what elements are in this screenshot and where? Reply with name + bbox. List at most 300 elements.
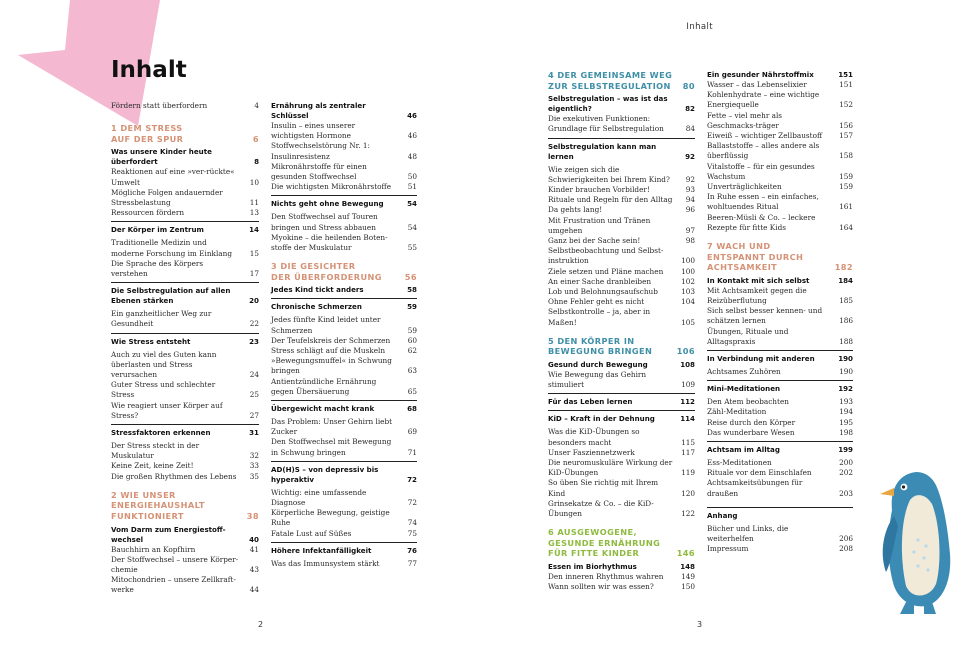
toc-entry-title: Das wunderbare Wesen [707, 427, 795, 437]
toc-entry-page: 11 [249, 198, 259, 207]
toc-entry-title: Unser Fasziennetzwerk [548, 447, 635, 457]
section-heading [707, 507, 853, 521]
toc-entry-title: Wichtig: eine umfassende Diagnose [271, 487, 367, 508]
toc-entry-title: Das Problem: Unser Gehirn liebt Zucker [271, 417, 393, 437]
toc-entry-title: Die exekutiven Funktionen: Grundlage für Selbstregulation [548, 114, 664, 134]
toc-entry-title: Wie zeigen sich die Schwierigkeiten bei Ihrem Kind? [548, 164, 670, 184]
section-heading [111, 221, 259, 235]
toc-entry-title: Mit Achtsamkeit gegen die Reizüberflutung [707, 285, 807, 306]
toc-entry-title: Wie reagiert unser Körper auf Stress? [111, 400, 223, 420]
chapter-heading [111, 490, 259, 522]
section-heading-page: 192 [838, 384, 853, 394]
toc-entry-title: Ein ganzheitlicher Weg zur Gesundheit [111, 309, 212, 329]
toc-entry-title: Der Stoffwechsel – unsere Körper-chemie [111, 554, 239, 575]
toc-entry-title: Der Stress steckt in der Muskulatur [111, 441, 200, 461]
section-heading-title: Nichts geht ohne Bewegung [271, 199, 384, 209]
toc-entry-title: Wie Bewegung das Gehirn stimuliert [548, 370, 647, 390]
toc-entry [271, 315, 417, 335]
toc-entry-title: Bauchhirn an Kopfhirn [111, 544, 196, 554]
section-heading-page: 82 [685, 104, 695, 114]
toc-entry-title: Mit Frustration und Tränen umgehen [548, 215, 651, 235]
toc-entry [111, 575, 259, 595]
toc-entry-title: Insulin – eines unserer wichtigsten Hormone [271, 121, 356, 141]
toc-entry-page: 149 [681, 572, 695, 582]
section-heading [548, 138, 695, 162]
penguin-foot-left [900, 602, 914, 614]
toc-entry [548, 205, 695, 215]
toc-entry-page: 51 [407, 182, 417, 192]
toc-entry-title: Myokine – die heilenden Boten-stoffe der Muskulatur [271, 232, 388, 253]
toc-entry [707, 141, 853, 161]
page-number-left: 2 [258, 620, 264, 629]
toc-entry-page: 74 [407, 518, 417, 528]
toc-entry-title: Fette – viel mehr als Geschmacks-träger [707, 110, 783, 130]
toc-entry-title: Ohne Fehler geht es nicht [548, 297, 645, 307]
toc-entry [548, 499, 695, 519]
toc-entry-title: Was das Immunsystem stärkt [271, 558, 380, 568]
section-heading-title: Höhere Infektanfälligkeit [271, 545, 372, 555]
section-heading [271, 542, 417, 556]
toc-entry [271, 529, 417, 539]
toc-entry-title: Guter Stress und schlechter Stress [111, 380, 216, 400]
toc-entry-page: 75 [407, 528, 417, 538]
section-heading-title: In Kontakt mit sich selbst [707, 275, 810, 285]
toc-entry-page: 27 [249, 410, 259, 420]
toc-entry-title: Achtsames Zuhören [707, 367, 781, 377]
toc-entry-page: 48 [407, 151, 417, 161]
toc-entry [707, 327, 853, 347]
toc-entry-title: So üben Sie richtig mit Ihrem Kind [548, 478, 659, 498]
toc-entry-page: 33 [249, 461, 259, 471]
toc-entry-title: Mitochondrien – unsere Zellkraft-werke [111, 575, 236, 595]
toc-entry-page: 198 [839, 427, 853, 437]
section-heading [271, 195, 417, 209]
section-heading-page: 8 [254, 157, 259, 167]
toc-entry-page: 105 [681, 317, 695, 327]
section-heading [548, 360, 695, 370]
section-heading-title: Chronische Schmerzen [271, 302, 362, 312]
toc-entry-page: 208 [839, 544, 853, 554]
chapter-heading [548, 527, 695, 559]
toc-entry-page: 100 [681, 256, 695, 266]
toc-entry-title: Was die KiD-Übungen so besonders macht [548, 427, 640, 447]
section-heading-title: Für das Leben lernen [548, 397, 633, 407]
section-heading [111, 147, 259, 167]
chapter-heading-page: 6 [252, 133, 259, 144]
toc-entry [707, 468, 853, 478]
chapter-heading-title: 5 DEN KÖRPER IN BEWEGUNG BRINGEN [548, 335, 653, 357]
toc-entry-page: 69 [407, 427, 417, 437]
toc-entry-page: 159 [839, 171, 853, 181]
toc-entry [707, 80, 853, 90]
toc-entry-title: Mögliche Folgen andauernder Stressbelastung [111, 187, 223, 207]
section-heading-title: Gesund durch Bewegung [548, 360, 648, 370]
toc-entry [548, 277, 695, 287]
toc-entry [548, 236, 695, 246]
toc-entry-page: 115 [681, 437, 695, 447]
section-heading-title: Selbstregulation kann man lernen [548, 141, 657, 161]
toc-entry [548, 297, 695, 307]
toc-entry-title: Fatale Lust auf Süßes [271, 528, 352, 538]
toc-entry [111, 101, 259, 111]
toc-column-4 [707, 70, 853, 554]
toc-entry [271, 182, 417, 192]
toc-entry-title: Da gehts lang! [548, 205, 603, 215]
toc-entry [271, 356, 417, 376]
section-heading [271, 298, 417, 312]
toc-entry [707, 286, 853, 306]
section-heading-page: 112 [680, 397, 695, 407]
toc-entry-page: 72 [407, 498, 417, 508]
section-heading-page: 68 [407, 404, 417, 414]
toc-entry-title: Der Teufelskreis der Schmerzen [271, 335, 391, 345]
section-heading [271, 400, 417, 414]
section-heading-page: 190 [838, 354, 853, 364]
toc-entry-page: 161 [839, 202, 853, 212]
section-heading-page: 92 [685, 151, 695, 161]
chapter-heading-title: 6 AUSGEWOGENE, GESUNDE ERNÄHRUNG FÜR FITTE KINDER [548, 527, 661, 559]
toc-entry-title: Die Sprache des Körpers verstehen [111, 258, 204, 279]
toc-entry-title: Ziele setzen und Pläne machen [548, 266, 664, 276]
chapter-heading [548, 336, 695, 357]
toc-entry-title: Jedes fünfte Kind leidet unter Schmerzen [271, 315, 381, 335]
section-heading [548, 562, 695, 572]
page-title: Inhalt [111, 57, 187, 83]
toc-entry-title: Ressourcen fördern [111, 208, 185, 218]
toc-entry-title: Stoffwechselstörung Nr. 1: Insulinresistenz [271, 141, 371, 161]
toc-entry-title: Die wichtigsten Mikronährstoffe [271, 182, 392, 192]
toc-entry-title: Auch zu viel des Guten kann überlasten und Stress verursachen [111, 349, 217, 380]
section-heading-page: 199 [838, 445, 853, 455]
toc-entry-page: 44 [249, 585, 259, 595]
toc-entry-page: 202 [839, 468, 853, 478]
penguin-pupil [902, 485, 905, 488]
section-heading-page: 151 [838, 70, 853, 79]
section-heading-page: 31 [249, 428, 259, 438]
toc-entry [111, 380, 259, 400]
toc-entry-page: 193 [839, 397, 853, 407]
toc-entry [707, 111, 853, 131]
toc-entry-page: 17 [249, 269, 259, 279]
toc-entry [271, 233, 417, 253]
toc-entry [707, 131, 853, 141]
toc-entry-title: Ballaststoffe – alles andere als überflüssig [707, 141, 820, 161]
chapter-heading-page: 182 [834, 262, 853, 273]
toc-entry [548, 287, 695, 297]
toc-entry-title: Keine Zeit, keine Zeit! [111, 461, 194, 471]
toc-entry-title: Reaktionen auf eine »ver-rückte« Umwelt [111, 167, 235, 187]
toc-entry-title: Bücher und Links, die weiterhelfen [707, 523, 789, 544]
toc-entry [707, 367, 853, 377]
section-heading-title: Stressfaktoren erkennen [111, 428, 211, 438]
toc-entry-page: 15 [249, 248, 259, 258]
toc-entry [548, 370, 695, 390]
section-heading-title: Essen im Biorhythmus [548, 562, 637, 572]
toc-entry-title: Die neuromuskuläre Wirkung der KiD-Übungen [548, 458, 673, 478]
toc-entry-title: Impressum [707, 544, 749, 554]
toc-entry-title: Zähl-Meditation [707, 407, 767, 417]
toc-entry [111, 401, 259, 421]
toc-entry-page: 62 [407, 346, 417, 356]
section-heading [548, 94, 695, 114]
section-heading-page: 148 [680, 562, 695, 572]
chapter-heading-page: 106 [676, 346, 695, 357]
penguin-beak [880, 488, 894, 496]
chapter-heading-title: 3 DIE GESICHTER DER ÜBERFORDERUNG [271, 261, 382, 282]
toc-entry-page: 109 [681, 380, 695, 390]
section-heading-title: Anhang [707, 510, 738, 520]
toc-entry-page: 185 [839, 296, 853, 306]
toc-entry [271, 162, 417, 182]
toc-entry-page: 4 [254, 101, 259, 110]
toc-entry [271, 437, 417, 457]
toc-entry-title: In Ruhe essen – ein einfaches, wohltuendes Ritual [707, 192, 819, 212]
chapter-heading-title: 7 WACH UND ENTSPANNT DURCH ACHTSAMKEIT [707, 241, 804, 273]
toc-entry-page: 35 [249, 471, 259, 481]
toc-entry [111, 472, 259, 482]
toc-entry-title: Übungen, Rituale und Alltagspraxis [707, 326, 789, 346]
toc-entry [271, 212, 417, 232]
section-heading-page: 72 [407, 474, 417, 484]
section-heading-title: Wie Stress entsteht [111, 336, 191, 346]
toc-entry-title: Wasser – das Lebenselixier [707, 80, 807, 89]
section-heading-title: Vom Darm zum Energiestoff-wechsel [111, 524, 226, 544]
section-heading-page: 58 [407, 285, 417, 295]
toc-entry-title: Körperliche Bewegung, geistige Ruhe [271, 508, 390, 528]
section-heading [271, 461, 417, 485]
section-heading-page: 54 [407, 199, 417, 209]
toc-entry-page: 13 [249, 208, 259, 218]
section-heading-page: 14 [249, 225, 259, 235]
section-heading [707, 350, 853, 364]
toc-entry-page: 150 [681, 582, 695, 592]
section-heading-title: KiD – Kraft in der Dehnung [548, 414, 655, 424]
toc-entry [548, 458, 695, 478]
chapter-heading [111, 123, 259, 144]
toc-entry [548, 165, 695, 185]
section-heading [707, 70, 853, 80]
toc-entry-page: 22 [249, 319, 259, 329]
toc-entry [707, 162, 853, 182]
page-number-right: 3 [697, 620, 703, 629]
toc-entry-title: Lob und Belohnungsaufschub [548, 287, 658, 297]
toc-entry-page: 65 [407, 386, 417, 396]
toc-entry-page: 32 [249, 451, 259, 461]
toc-entry [548, 246, 695, 266]
toc-entry [707, 90, 853, 110]
toc-entry [111, 208, 259, 218]
chapter-heading [271, 261, 417, 282]
chapter-heading [548, 70, 695, 91]
toc-entry [271, 508, 417, 528]
toc-entry [111, 167, 259, 187]
toc-entry-title: Fördern statt überfordern [111, 101, 208, 110]
toc-entry-page: 159 [839, 182, 853, 192]
toc-entry [707, 478, 853, 498]
toc-entry-page: 103 [681, 287, 695, 297]
toc-entry [111, 238, 259, 258]
toc-entry [548, 114, 695, 134]
section-heading [271, 101, 417, 121]
section-heading-title: Übergewicht macht krank [271, 404, 375, 414]
toc-entry-page: 94 [685, 195, 695, 205]
toc-entry-title: Rituale vor dem Einschlafen [707, 468, 812, 478]
toc-entry-page: 43 [249, 565, 259, 575]
toc-entry-title: Kinder brauchen Vorbilder! [548, 185, 650, 194]
section-heading-title: In Verbindung mit anderen [707, 354, 815, 364]
toc-entry-title: Eiweiß – wichtiger Zellbaustoff [707, 131, 823, 141]
section-heading-page: 184 [838, 275, 853, 285]
section-heading-title: Die Selbstregulation auf allen Ebenen stärken [111, 286, 231, 306]
section-heading-page: 46 [407, 111, 417, 120]
toc-entry [111, 545, 259, 555]
toc-entry [271, 559, 417, 569]
toc-entry-page: 188 [839, 336, 853, 346]
toc-entry-title: Selbstkontrolle – ja, aber in Maßen! [548, 307, 651, 327]
penguin-belly [902, 495, 940, 595]
toc-entry-title: Antientzündliche Ernährung gegen Übersäuerung [271, 376, 377, 396]
toc-entry-page: 60 [407, 335, 417, 345]
toc-entry-page: 71 [407, 447, 417, 457]
toc-entry [111, 309, 259, 329]
toc-entry-page: 104 [681, 297, 695, 307]
penguin-illustration [880, 470, 958, 616]
section-heading-title: Selbstregulation – was ist das eigentlich? [548, 94, 668, 114]
chapter-heading-page: 38 [246, 511, 259, 522]
section-heading-title: Mini-Meditationen [707, 384, 781, 394]
toc-entry-page: 203 [839, 488, 853, 498]
section-heading [707, 380, 853, 394]
toc-entry-page: 96 [685, 205, 695, 215]
toc-entry-page: 190 [839, 367, 853, 377]
section-heading [111, 333, 259, 347]
toc-entry-page: 151 [839, 80, 853, 89]
chapter-heading-page: 146 [676, 548, 695, 559]
toc-entry [548, 582, 695, 592]
toc-entry-title: Beeren-Müsli & Co. – leckere Rezepte für fitte Kids [707, 212, 816, 232]
toc-entry [111, 350, 259, 381]
chapter-heading-page: 56 [404, 271, 417, 282]
toc-entry-page: 200 [839, 458, 853, 468]
left-page [0, 0, 482, 648]
section-heading [548, 410, 695, 424]
toc-entry-title: An einer Sache dranbleiben [548, 276, 652, 286]
toc-entry-page: 164 [839, 222, 853, 232]
toc-entry [111, 259, 259, 279]
toc-entry-page: 120 [681, 488, 695, 498]
toc-entry [548, 307, 695, 327]
toc-entry [271, 346, 417, 356]
toc-entry [111, 441, 259, 461]
penguin-foot-right [924, 602, 936, 614]
toc-entry-title: Vitalstoffe – für ein gesundes Wachstum [707, 161, 815, 181]
chapter-heading-title: 1 DEM STRESS AUF DER SPUR [111, 123, 184, 144]
toc-entry-page: 152 [839, 100, 853, 110]
toc-entry [707, 397, 853, 407]
chapter-heading-title: 2 WIE UNSER ENERGIEHAUSHALT FUNKTIONIERT [111, 489, 205, 522]
toc-entry [707, 418, 853, 428]
toc-entry-page: 156 [839, 120, 853, 130]
toc-entry-page: 41 [249, 544, 259, 554]
toc-entry [548, 427, 695, 447]
toc-entry-page: 100 [681, 266, 695, 276]
toc-entry-title: Reise durch den Körper [707, 417, 796, 427]
toc-entry [111, 555, 259, 575]
toc-entry-title: Mikronährstoffe für einen gesunden Stoffwechsel [271, 161, 367, 182]
toc-entry-page: 10 [249, 177, 259, 187]
toc-entry-title: Achtsamkeitsübungen für draußen [707, 478, 803, 498]
section-heading-title: Achtsam im Alltag [707, 445, 780, 455]
toc-column-3 [548, 70, 695, 592]
chapter-heading [707, 241, 853, 273]
section-heading-title: Was unsere Kinder heute überfordert [111, 147, 212, 167]
toc-entry-page: 195 [839, 417, 853, 427]
toc-entry-title: Sich selbst besser kennen- und schätzen lernen [707, 306, 823, 326]
toc-entry-title: Kohlenhydrate – eine wichtige Energiequelle [707, 90, 820, 110]
toc-entry-title: Ess-Meditationen [707, 458, 772, 468]
toc-entry-page: 186 [839, 316, 853, 326]
toc-entry-title: Wann sollten wir was essen? [548, 582, 654, 592]
toc-entry-page: 117 [681, 447, 695, 457]
section-heading-page: 20 [249, 296, 259, 306]
toc-entry [271, 417, 417, 437]
toc-entry [271, 121, 417, 141]
toc-entry [707, 213, 853, 233]
toc-entry-title: Den inneren Rhythmus wahren [548, 572, 664, 582]
toc-column-1 [111, 101, 259, 596]
toc-entry-page: 93 [685, 185, 695, 194]
toc-entry [707, 428, 853, 438]
section-heading [707, 441, 853, 455]
toc-entry [548, 478, 695, 498]
toc-entry-title: »Bewegungsmuffel« in Schwung bringen [271, 356, 392, 376]
section-heading-page: 59 [407, 302, 417, 312]
toc-entry-page: 97 [685, 225, 695, 235]
toc-entry [271, 141, 417, 161]
toc-entry [548, 267, 695, 277]
toc-entry [707, 524, 853, 544]
toc-entry-page: 84 [685, 124, 695, 134]
running-head: Inhalt [686, 22, 713, 32]
toc-entry-page: 77 [407, 558, 417, 568]
toc-entry-page: 54 [407, 222, 417, 232]
toc-entry-title: Traditionelle Medizin und moderne Forschung im Einklang [111, 238, 233, 258]
toc-entry [707, 458, 853, 468]
toc-entry-page: 50 [407, 172, 417, 182]
toc-entry [271, 336, 417, 346]
section-heading [111, 525, 259, 545]
section-heading-page: 76 [407, 545, 417, 555]
section-heading-title: Der Körper im Zentrum [111, 225, 204, 235]
toc-entry [548, 195, 695, 205]
toc-entry-page: 55 [407, 243, 417, 253]
toc-entry-page: 206 [839, 534, 853, 544]
toc-entry [548, 572, 695, 582]
toc-entry-page: 102 [681, 276, 695, 286]
toc-entry-page: 63 [407, 366, 417, 376]
toc-entry-title: Den Stoffwechsel auf Touren bringen und Stress abbauen [271, 212, 378, 232]
toc-entry-title: Den Atem beobachten [707, 397, 789, 407]
section-heading-page: 114 [680, 414, 695, 424]
toc-entry [548, 185, 695, 195]
toc-entry-page: 98 [685, 236, 695, 246]
toc-entry-title: Die großen Rhythmen des Lebens [111, 471, 237, 481]
toc-entry [707, 192, 853, 212]
section-heading [707, 276, 853, 286]
toc-entry [707, 407, 853, 417]
section-heading-title: AD(H)S – von depressiv bis hyperaktiv [271, 464, 379, 484]
toc-entry [707, 544, 853, 554]
